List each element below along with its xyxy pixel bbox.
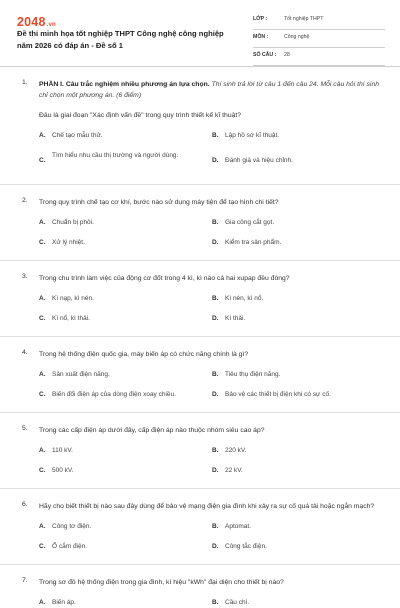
option-text: Kì nổ, kì thải. <box>52 315 90 322</box>
option-key: A. <box>39 599 46 606</box>
option-b[interactable] <box>212 369 382 380</box>
option-text: 22 kV. <box>225 467 243 474</box>
part-title: PHẦN I. Câu trắc nghiệm nhiều phương án lựa chọn. <box>39 81 210 88</box>
part-heading <box>39 79 382 101</box>
option-key: C. <box>39 315 46 322</box>
question-number: 2. <box>22 197 28 204</box>
answer-options <box>39 597 382 608</box>
answer-options <box>39 293 382 324</box>
option-key: B. <box>212 371 219 378</box>
option-text: Xử lý nhiệt. <box>52 239 85 246</box>
option-b[interactable] <box>212 217 382 228</box>
answer-options <box>39 130 382 172</box>
question-text: Trong quy trình chế tạo cơ khí, bước nào sử dụng máy tiện để tạo hình chi tiết? <box>39 199 279 206</box>
option-key: D. <box>212 315 219 322</box>
option-text: Công tắc điện. <box>225 543 267 550</box>
option-b[interactable] <box>212 293 382 304</box>
answer-options <box>39 369 382 400</box>
option-c[interactable] <box>39 465 212 476</box>
option-c[interactable] <box>39 389 212 400</box>
option-text: Biến đổi điện áp của dòng điện xoay chiều. <box>52 391 176 398</box>
divider <box>0 412 400 413</box>
option-b[interactable] <box>212 130 382 141</box>
answer-options <box>39 445 382 476</box>
option-text: Công tơ điện. <box>52 523 92 530</box>
option-d[interactable] <box>212 150 382 172</box>
part-instruction: Thí sinh trả lời từ câu 1 đến câu 24. Mỗi câu hỏi thí sinh chỉ chọn một phương án. (6 điểm) <box>39 81 380 99</box>
question-text: Hãy cho biết thiết bị nào sau đây dùng để bảo vệ mạng điện gia đình khi xảy ra sự cố quá tải hoặc ngắn mạch? <box>39 503 375 510</box>
option-a[interactable] <box>39 597 212 608</box>
option-text: Chuẩn bị phôi. <box>52 219 94 226</box>
option-key: B. <box>212 447 219 454</box>
option-key: B. <box>212 132 219 139</box>
option-key: A. <box>39 219 46 226</box>
option-text: Kiểm tra sản phẩm. <box>225 239 282 246</box>
info-label: LỚP : <box>253 16 268 22</box>
divider <box>0 184 400 185</box>
exam-info-panel <box>253 14 385 68</box>
option-key: B. <box>212 599 219 606</box>
question-text: Đâu là giai đoạn "Xác định vấn đề" trong quy trình thiết kế kĩ thuật? <box>39 112 242 119</box>
option-key: C. <box>39 157 46 164</box>
logo-suffix: .vn <box>46 22 56 28</box>
question-text: Trong chu trình làm việc của động cơ đốt trong 4 kì, kì nào cả hai xupap đều đóng? <box>39 275 290 282</box>
option-text: Bảo vệ các thiết bị điện khi có sự cố. <box>225 391 331 398</box>
question-item <box>0 79 400 172</box>
info-row-class <box>253 14 385 30</box>
question-item <box>0 349 400 400</box>
question-list <box>0 79 400 608</box>
info-row-subject <box>253 32 385 48</box>
option-b[interactable] <box>212 597 382 608</box>
question-text: Trong hệ thống điện quốc gia, máy biến áp có chức năng chính là gì? <box>39 351 249 358</box>
divider <box>0 336 400 337</box>
divider <box>0 260 400 261</box>
answer-options <box>39 521 382 552</box>
option-text: 500 kV. <box>52 467 74 474</box>
option-key: A. <box>39 295 46 302</box>
option-d[interactable] <box>212 541 382 552</box>
option-text: Kì nạp, kì nén. <box>52 295 94 302</box>
info-label: SỐ CÂU : <box>253 52 277 58</box>
option-key: B. <box>212 295 219 302</box>
question-number: 5. <box>22 425 28 432</box>
question-item <box>0 425 400 476</box>
option-key: D. <box>212 157 219 164</box>
option-text: Tiêu thụ điện năng. <box>225 371 281 378</box>
option-key: B. <box>212 523 219 530</box>
info-value: Tốt nghiệp THPT <box>284 16 324 22</box>
option-key: D. <box>212 391 219 398</box>
option-d[interactable] <box>212 389 382 400</box>
option-text: Lập hồ sơ kĩ thuật. <box>225 132 280 139</box>
question-number: 4. <box>22 349 28 356</box>
option-key: D. <box>212 467 219 474</box>
option-c[interactable] <box>39 541 212 552</box>
option-text: Kì nén, kì nổ. <box>225 295 264 302</box>
option-key: C. <box>39 543 46 550</box>
option-key: D. <box>212 543 219 550</box>
option-a[interactable] <box>39 521 212 532</box>
question-number: 3. <box>22 273 28 280</box>
option-text: Đánh giá và hiệu chỉnh. <box>225 157 293 164</box>
option-text: 220 kV. <box>225 447 247 454</box>
option-key: C. <box>39 391 46 398</box>
info-value: 28 <box>284 52 290 58</box>
option-text: Ổ cắm điện. <box>52 543 88 550</box>
option-key: D. <box>212 239 219 246</box>
option-key: A. <box>39 132 46 139</box>
option-a[interactable] <box>39 217 212 228</box>
question-item <box>0 501 400 552</box>
option-key: C. <box>39 467 46 474</box>
option-d[interactable] <box>212 237 382 248</box>
option-key: B. <box>212 219 219 226</box>
question-number: 7. <box>22 577 28 584</box>
option-b[interactable] <box>212 445 382 456</box>
option-text: Cầu chì. <box>225 599 250 606</box>
question-text: Trong sơ đồ hệ thống điện trong gia đình, kí hiệu "kWh" đại diện cho thiết bị nào? <box>39 579 284 586</box>
option-text: Gia công cắt gọt. <box>225 219 275 226</box>
document-title: Đề thi minh họa tốt nghiệp THPT Công nghệ công nghiệp năm 2026 có đáp án - Đề số 1 <box>17 29 224 50</box>
option-text: Sản xuất điện năng. <box>52 371 110 378</box>
question-number: 1. <box>22 79 28 86</box>
option-c[interactable] <box>39 237 212 248</box>
option-key: A. <box>39 371 46 378</box>
option-key: A. <box>39 447 46 454</box>
option-c[interactable] <box>39 313 212 324</box>
option-text: Chế tạo mẫu thử. <box>52 132 103 139</box>
question-text: Trong các cấp điện áp dưới đây, cấp điện áp nào thuộc nhóm siêu cao áp? <box>39 427 265 434</box>
option-b[interactable] <box>212 521 382 532</box>
question-item <box>0 197 400 248</box>
option-key: C. <box>39 239 46 246</box>
info-value: Công nghệ <box>284 34 310 40</box>
question-item <box>0 577 400 608</box>
site-logo[interactable] <box>17 15 56 29</box>
option-a[interactable] <box>39 130 212 141</box>
option-a[interactable] <box>39 293 212 304</box>
divider <box>0 488 400 489</box>
divider <box>0 564 400 565</box>
info-row-question-count <box>253 50 385 66</box>
info-label: MÔN : <box>253 34 269 40</box>
option-text: Aptomat. <box>225 523 252 530</box>
option-a[interactable] <box>39 445 212 456</box>
question-number: 6. <box>22 501 28 508</box>
option-a[interactable] <box>39 369 212 380</box>
option-c[interactable] <box>39 150 212 172</box>
option-d[interactable] <box>212 465 382 476</box>
option-d[interactable] <box>212 313 382 324</box>
option-text: Kì thải. <box>225 315 246 322</box>
document-header <box>0 0 400 67</box>
answer-options <box>39 217 382 248</box>
question-item <box>0 273 400 324</box>
option-key: A. <box>39 523 46 530</box>
logo-text: 2048 <box>17 15 46 29</box>
option-text: Biến áp. <box>52 599 76 606</box>
option-text: Tìm hiểu nhu cầu thị trường và người dùng. <box>52 152 179 159</box>
option-text: 110 kV. <box>52 447 73 454</box>
